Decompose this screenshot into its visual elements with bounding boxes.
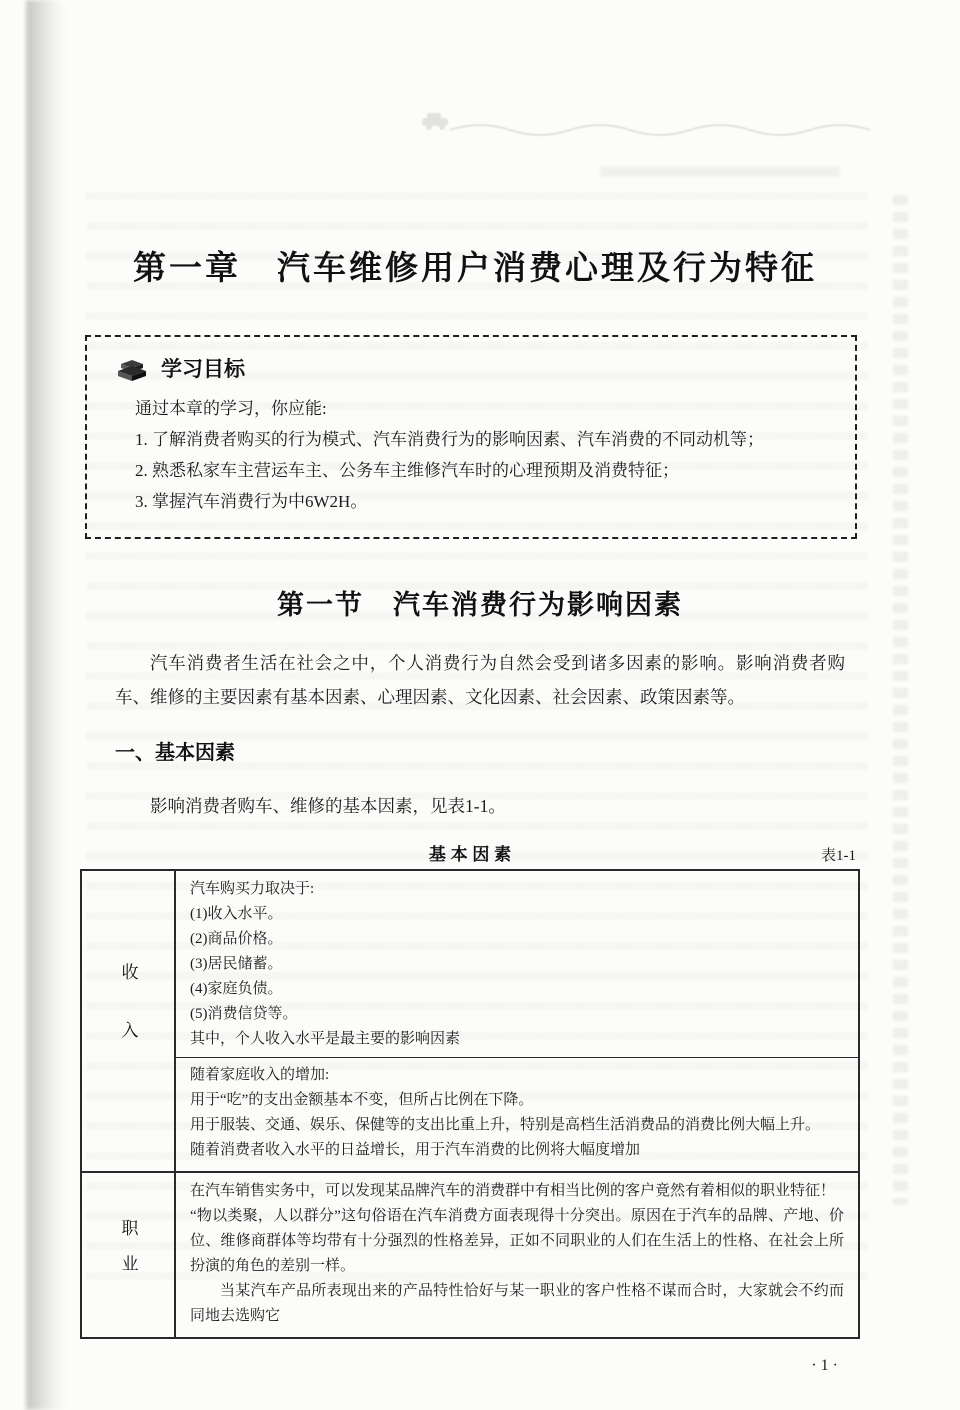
table-line: (4)家庭负债。: [190, 981, 283, 997]
table-row-income: [82, 871, 858, 1171]
table-line: 汽车购买力取决于:: [190, 881, 315, 897]
subsection-title: 一、基本因素: [115, 742, 235, 764]
table-line: (1)收入水平。: [190, 906, 283, 922]
row-header-cell: [82, 1173, 176, 1337]
row-body-income: [176, 871, 858, 1171]
table-line: (2)商品价格。: [190, 931, 283, 947]
objective-item: 1. 了解消费者购买的行为模式、汽车消费行为的影响因素、汽车消费的不同动机等；: [135, 430, 764, 449]
table-number-label: 表1-1: [821, 848, 856, 864]
occupation-block: [190, 1179, 844, 1329]
row-header-income: 收入: [118, 963, 138, 1079]
table-line: 其中，个人收入水平是最主要的影响因素: [190, 1031, 461, 1047]
table-row-occupation: [82, 1171, 858, 1337]
learning-objectives-box: [85, 335, 857, 539]
table-line: 在汽车销售实务中，可以发现某品牌汽车的消费群中有相当比例的客户竟然有着相似的职业特征！: [190, 1183, 836, 1199]
objective-item: 2. 熟悉私家车主营运车主、公务车主维修汽车时的心理预期及消费特征；: [135, 461, 679, 480]
row-header-occupation: 职业: [118, 1219, 138, 1291]
table-line: 当某汽车产品所表现出来的产品特性恰好与某一职业的客户性格不谋而合时，大家就会不约而同地去选购它: [190, 1283, 844, 1324]
table-line: 随着家庭收入的增加:: [190, 1067, 330, 1083]
books-icon: [113, 353, 151, 383]
objectives-title: 学习目标: [161, 358, 245, 381]
bleed-through-header-wave-car-icon: [420, 104, 880, 144]
row-header-cell: [82, 871, 176, 1171]
table-line: (5)消费信贷等。: [190, 1006, 298, 1022]
objectives-intro: 通过本章的学习，你应能:: [135, 399, 327, 418]
chapter-title: 第一章 汽车维修用户消费心理及行为特征: [133, 249, 817, 286]
income-block-1: [190, 877, 844, 1052]
income-block-2: [176, 1057, 858, 1163]
table-caption-row: [80, 839, 860, 865]
objectives-header: [113, 353, 829, 383]
bleed-through-header-bar: [600, 166, 840, 177]
table-line: 用于“吃”的支出金额基本不变，但所占比例在下降。: [190, 1092, 534, 1108]
subsection-intro: 影响消费者购车、维修的基本因素，见表1-1。: [150, 796, 506, 816]
table-line: “物以类聚，人以群分”这句俗语在汽车消费方面表现得十分突出。原因在于汽车的品牌、产地、价位、维修商群体等均带有十分强烈的性格差异，正如不同职业的人们在生活上的性格、在社会上所扮演的角色的差别一样。: [190, 1208, 844, 1274]
section-title: 第一节 汽车消费行为影响因素: [277, 590, 683, 620]
table-line: 随着消费者收入水平的日益增长，用于汽车消费的比例将大幅度增加: [190, 1142, 641, 1158]
objective-item: 3. 掌握汽车消费行为中6W2H。: [135, 492, 368, 511]
table-line: 用于服装、交通、娱乐、保健等的支出比重上升，特别是高档生活消费品的消费比例大幅上升。: [190, 1117, 821, 1133]
factors-table: [80, 869, 860, 1339]
page-number: · 1 ·: [811, 1357, 838, 1374]
section-paragraph: 汽车消费者生活在社会之中，个人消费行为自然会受到诸多因素的影响。影响消费者购车、维修的主要因素有基本因素、心理因素、文化因素、社会因素、政策因素等。: [115, 653, 845, 707]
table-line: (3)居民储蓄。: [190, 956, 283, 972]
table-caption: 基 本 因 素: [428, 845, 512, 864]
row-body-occupation: [176, 1173, 858, 1337]
